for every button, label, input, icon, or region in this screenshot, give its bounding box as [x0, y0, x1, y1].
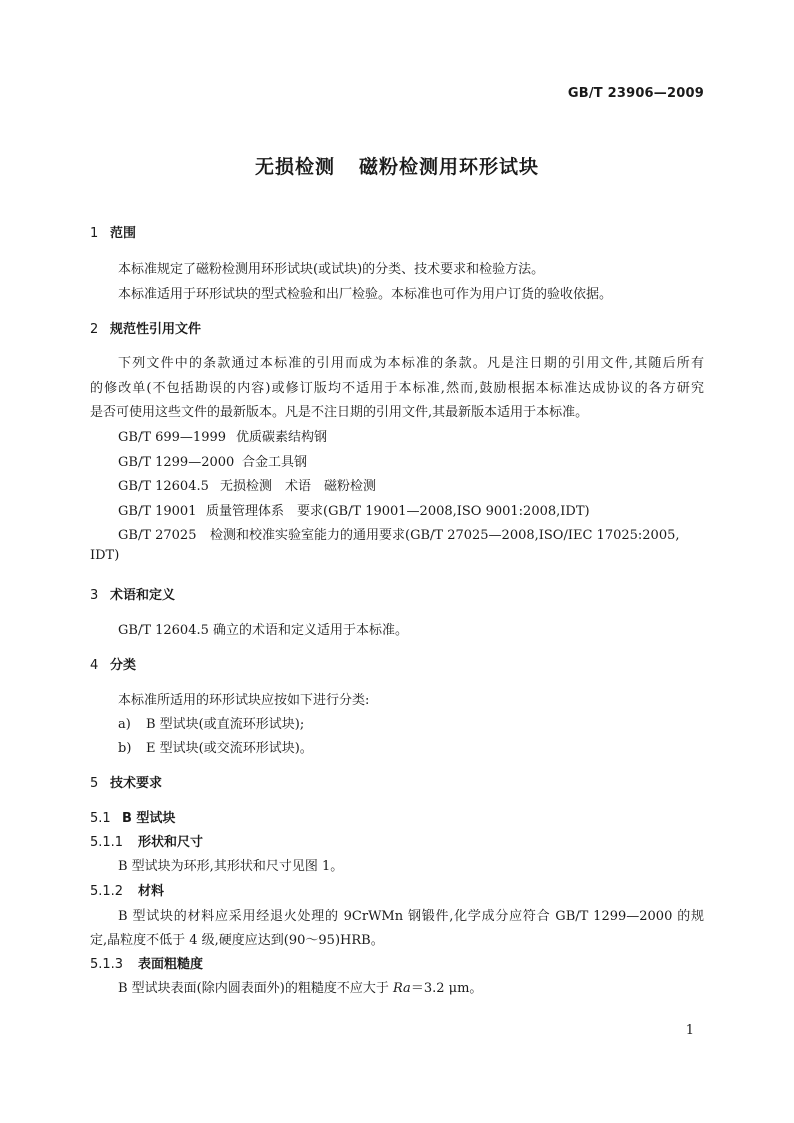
section-title: 技术要求: [110, 776, 163, 791]
reference-code: GB/T 19001: [118, 504, 197, 519]
list-text: E 型试块(或交流环形试块)。: [146, 741, 313, 756]
subsection-5-1-1-heading: [90, 831, 203, 850]
section-3-heading: [90, 584, 175, 603]
section-5-heading: [90, 772, 162, 791]
para-text: ＝3.2 μm。: [410, 981, 483, 996]
subsection-5-1-3-heading: [90, 953, 203, 972]
subsection-title: B 型试块: [122, 811, 176, 826]
subsection-5-1-2-para-line-1: B 型试块的材料应采用经退火处理的 9CrWMn 钢锻件,化学成分应符合 GB/T 1299—2000 的规: [118, 909, 704, 924]
section-4-para-1: 本标准所适用的环形试块应按如下进行分类:: [118, 693, 370, 708]
standard-code: GB/T 23906—2009: [567, 86, 704, 101]
subsection-5-1-1-para: B 型试块为环形,其形状和尺寸见图 1。: [118, 859, 344, 874]
reference-name: 无损检测 术语 磁粉检测: [220, 479, 377, 494]
section-number: 4: [90, 658, 99, 673]
subsection-title: 形状和尺寸: [138, 835, 204, 850]
subsection-title: 材料: [138, 884, 165, 899]
reference-item: [118, 426, 327, 445]
subsection-number: 5.1.3: [90, 957, 124, 972]
section-number: 1: [90, 226, 99, 241]
section-number: 5: [90, 776, 99, 791]
document-title: [0, 152, 794, 179]
section-number: 3: [90, 588, 99, 603]
subsection-5-1-heading: [90, 807, 175, 826]
subsection-title: 表面粗糙度: [138, 957, 204, 972]
list-item: [118, 713, 304, 732]
reference-item: [118, 500, 590, 519]
section-title: 范围: [110, 226, 137, 241]
subsection-number: 5.1.2: [90, 884, 124, 899]
reference-code: GB/T 27025: [118, 528, 197, 543]
subsection-number: 5.1: [90, 811, 111, 826]
section-1-para-1: 本标准规定了磁粉检测用环形试块(或试块)的分类、技术要求和检验方法。: [118, 262, 545, 277]
subsection-5-1-2-para-line-2: 定,晶粒度不低于 4 级,硬度应达到(90～95)HRB。: [90, 933, 384, 948]
reference-continuation: IDT): [90, 548, 120, 563]
reference-code: GB/T 1299—2000: [118, 455, 235, 470]
subsection-5-1-2-heading: [90, 880, 164, 899]
title-part1: 无损检测: [254, 156, 335, 178]
para-text: B 型试块表面(除内圆表面外)的粗糙度不应大于: [118, 981, 393, 996]
reference-name: 质量管理体系 要求(GB/T 19001—2008,ISO 9001:2008,IDT): [206, 504, 590, 519]
section-1-heading: [90, 222, 136, 241]
roughness-symbol: Ra: [392, 981, 411, 996]
section-2-para-line-3: 是否可使用这些文件的最新版本。凡是不注日期的引用文件,其最新版本适用于本标准。: [90, 405, 589, 420]
reference-item: [118, 475, 376, 494]
reference-name: 优质碳素结构钢: [236, 430, 328, 445]
reference-name: 检测和校准实验室能力的通用要求(GB/T 27025—2008,ISO/IEC 17025:2005,: [210, 528, 680, 543]
section-2-para-line-2: 的修改单(不包括勘误的内容)或修订版均不适用于本标准,然而,鼓励根据本标准达成协议的各方研究: [90, 381, 704, 396]
reference-item: [118, 451, 307, 470]
section-title: 分类: [110, 658, 137, 673]
reference-code: GB/T 12604.5: [118, 479, 209, 494]
list-marker: a): [118, 717, 131, 732]
list-text: B 型试块(或直流环形试块);: [146, 717, 305, 732]
section-number: 2: [90, 322, 99, 337]
section-title: 规范性引用文件: [110, 322, 202, 337]
list-marker: b): [118, 741, 132, 756]
subsection-5-1-3-para: [118, 977, 482, 996]
reference-code: GB/T 699—1999: [118, 430, 227, 445]
section-2-heading: [90, 318, 201, 337]
reference-item: [118, 524, 680, 543]
section-1-para-2: 本标准适用于环形试块的型式检验和出厂检验。本标准也可作为用户订货的验收依据。: [118, 287, 613, 302]
section-4-heading: [90, 654, 136, 673]
reference-name: 合金工具钢: [242, 455, 308, 470]
page-number: 1: [685, 1023, 694, 1038]
section-2-para-line-1: 下列文件中的条款通过本标准的引用而成为本标准的条款。凡是注日期的引用文件,其随后所有: [118, 356, 704, 371]
subsection-number: 5.1.1: [90, 835, 124, 850]
list-item: [118, 737, 313, 756]
section-3-para-1: GB/T 12604.5 确立的术语和定义适用于本标准。: [118, 623, 409, 638]
section-title: 术语和定义: [110, 588, 176, 603]
title-part2: 磁粉检测用环形试块: [359, 156, 540, 178]
